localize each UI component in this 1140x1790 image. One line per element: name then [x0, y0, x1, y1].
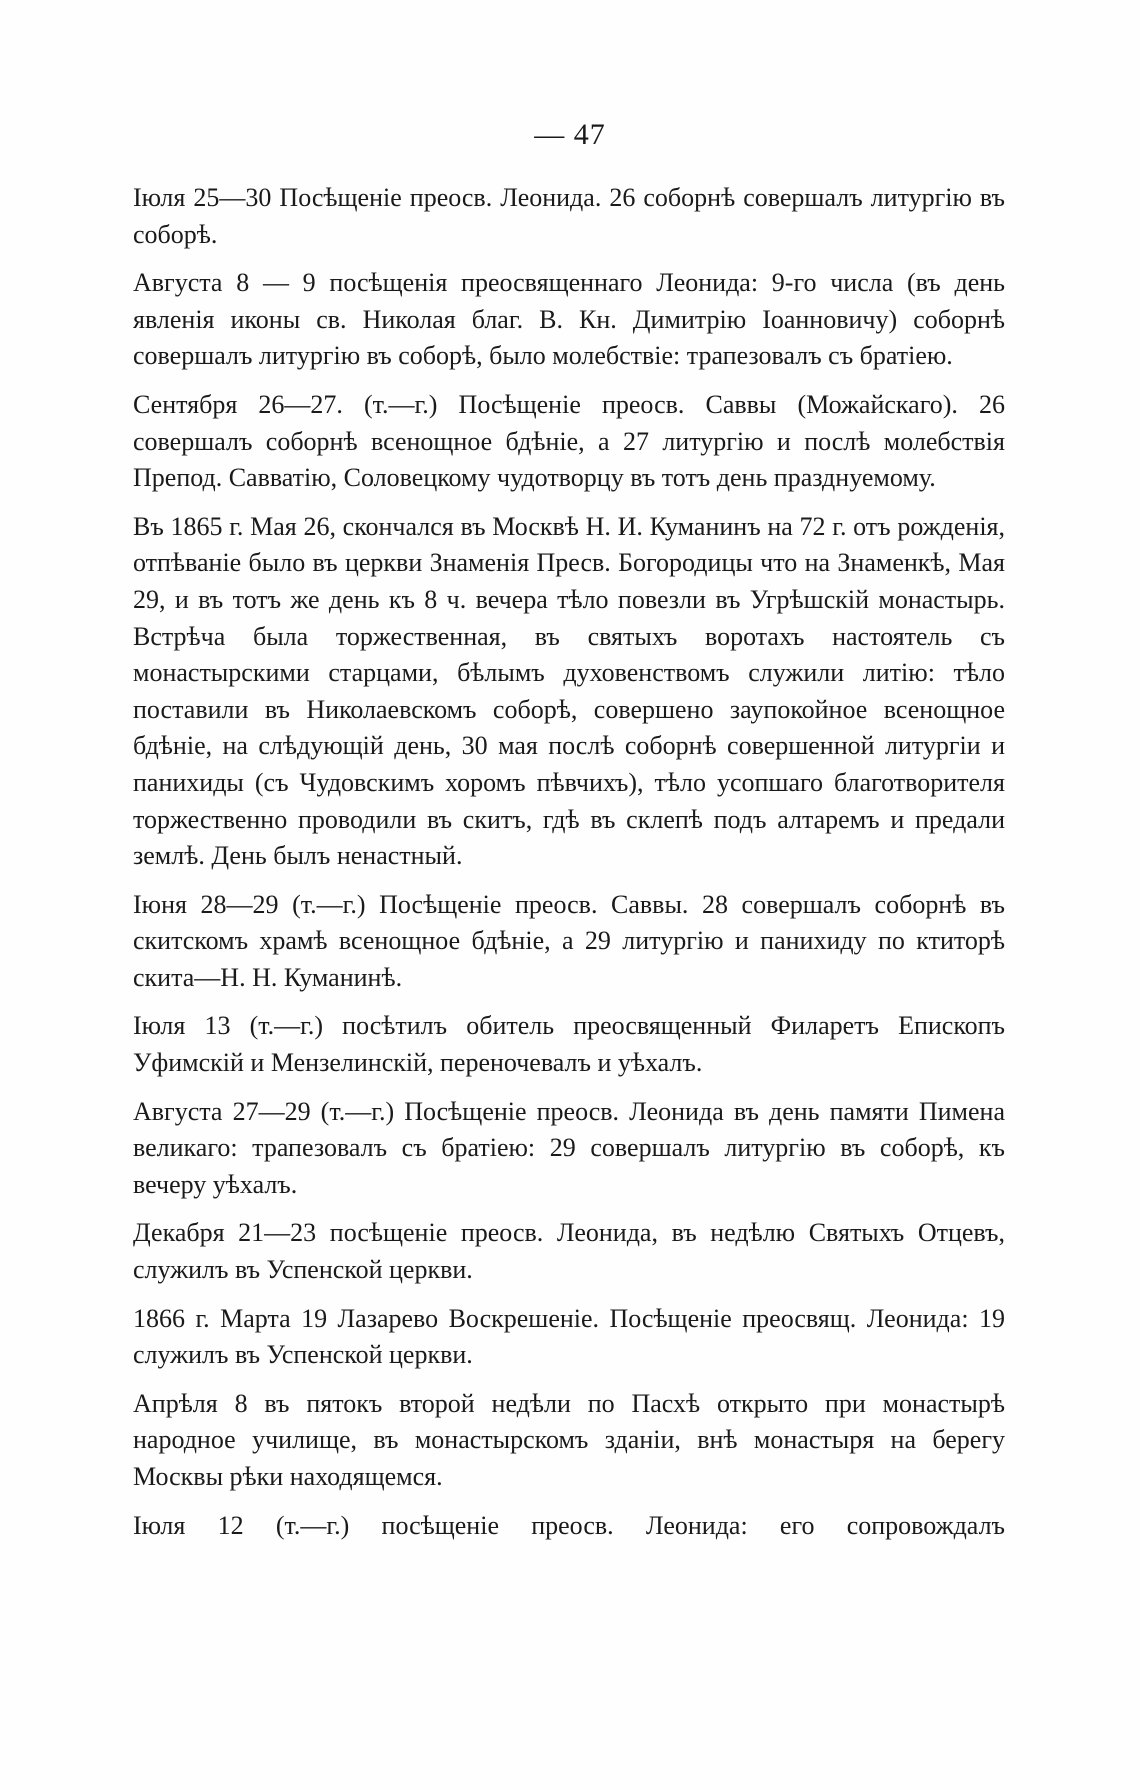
paragraph-june-1865: Іюня 28—29 (т.—г.) Посѣщеніе преосв. Саввы. 28 совершалъ соборнѣ въ скитскомъ храмѣ всенощное бдѣніе, а 29 литургію и панихиду по ктиторѣ скита—Н. Н. Куманинѣ. — [133, 889, 1005, 992]
paragraph-july-1865: Іюля 13 (т.—г.) посѣтилъ обитель преосвященный Филаретъ Епископъ Уфимскій и Мензелинскій, переночевалъ и уѣхалъ. — [133, 1011, 1005, 1078]
paragraph-september-1864: Сентября 26—27. (т.—г.) Посѣщеніе преосв. Саввы (Можайскаго). 26 совершалъ соборнѣ всенощное бдѣніе, а 27 литургію и послѣ молебствія Препод. Савватію, Соловецкому чудотворцу въ тотъ день празднуемому. — [133, 389, 1005, 493]
paragraph-april-1866: Апрѣля 8 въ пятокъ второй недѣли по Пасхѣ открыто при монастырѣ народное училище, въ монастырскомъ зданіи, внѣ монастыря на берегу Москвы рѣки находящемся. — [133, 1388, 1005, 1491]
paragraph-august-1865: Августа 27—29 (т.—г.) Посѣщеніе преосв. Леонида въ день памяти Пимена великаго: трапезовалъ съ братіею: 29 совершалъ литургію въ соборѣ, къ вечеру уѣхалъ. — [133, 1096, 1005, 1199]
paragraph-august-1864: Августа 8 — 9 посѣщенія преосвященнаго Леонида: 9-го числа (въ день явленія иконы св. Николая благ. В. Кн. Димитрію Іоанновичу) соборнѣ совершалъ литургію въ соборѣ, было молебствіе: трапезовалъ съ братіею. — [133, 268, 1005, 371]
paragraph-kumanin-death: Въ 1865 г. Мая 26, скончался въ Москвѣ Н. И. Куманинъ на 72 г. отъ рожденія, отпѣваніе было въ церкви Знаменія Пресв. Богородицы что на Знаменкѣ, Мая 29, и въ тотъ же день къ 8 ч. вечера тѣло повезли въ Угрѣшскій монастырь. Встрѣча была торжественная, въ святыхъ воротахъ настоятель съ монастырскими старцами, бѣлымъ духовенствомъ служили литію: тѣло поставили въ Николаевскомъ соборѣ, совершено заупокойное всенощное бдѣніе, на слѣдующій день, 30 мая послѣ соборнѣ совершенной литургіи и панихиды (съ Чудовскимъ хоромъ пѣвчихъ), тѣло усопшаго благотворителя торжественно проводили въ скитъ, гдѣ въ склепѣ подъ алтаремъ и предали землѣ. День былъ ненастный. — [133, 511, 1005, 871]
paragraph-march-1866: 1866 г. Марта 19 Лазарево Воскрешеніе. Посѣщеніе преосвящ. Леонида: 19 служилъ въ Успенской церкви. — [133, 1303, 1005, 1370]
text-body — [133, 180, 1005, 1544]
paragraph-december-1865: Декабря 21—23 посѣщеніе преосв. Леонида, въ недѣлю Святыхъ Отцевъ, служилъ въ Успенской церкви. — [133, 1218, 1005, 1285]
paragraph-july-1866: Іюля 12 (т.—г.) посѣщеніе преосв. Леонида: его сопровождалъ — [133, 1510, 1005, 1540]
paragraph-july-1864: Іюля 25—30 Посѣщеніе преосв. Леонида. 26 соборнѣ совершалъ литургію въ соборѣ. — [133, 183, 1005, 249]
page-number: — 47 — [534, 118, 606, 151]
